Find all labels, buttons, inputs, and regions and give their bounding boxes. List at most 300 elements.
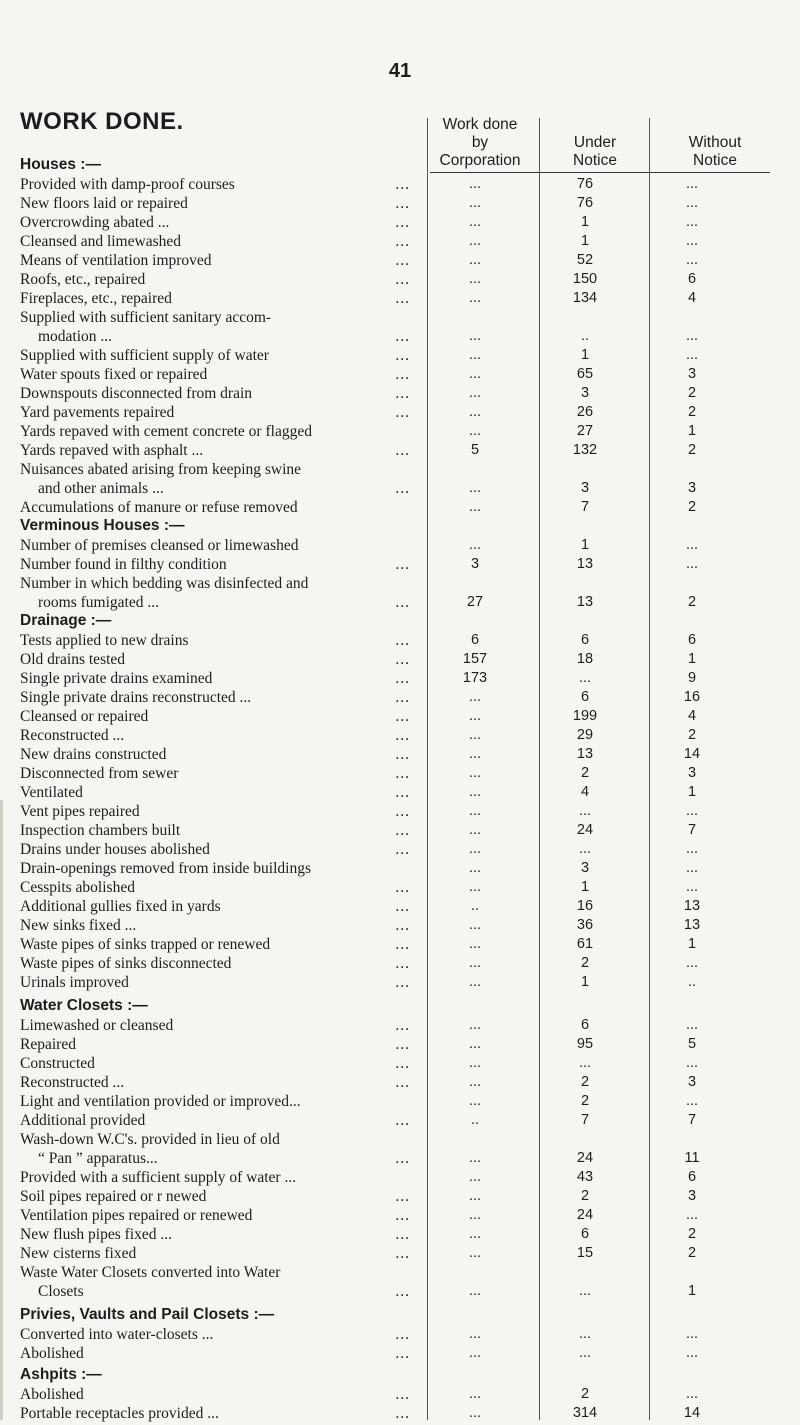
leader-dots: ...: [395, 841, 410, 858]
table-row: [20, 1073, 697, 1092]
value-corporation: ...: [468, 746, 482, 762]
row-label: Single private drains reconstructed ...: [20, 689, 252, 706]
value-corporation: ...: [468, 1283, 482, 1299]
value-corporation: ...: [468, 252, 482, 268]
value-without-notice: 7: [687, 1112, 697, 1128]
value-corporation: ...: [468, 537, 482, 553]
table-row: [20, 916, 701, 935]
value-corporation: 3: [470, 556, 480, 572]
value-corporation: ...: [468, 195, 482, 211]
row-label: Waste pipes of sinks disconnected: [20, 955, 232, 972]
value-without-notice: ...: [685, 803, 699, 819]
value-corporation: ...: [468, 1326, 482, 1342]
table-row: [20, 403, 697, 422]
value-without-notice: 7: [687, 822, 697, 838]
value-without-notice: ...: [685, 195, 699, 211]
value-corporation: ...: [468, 955, 482, 971]
value-under-notice: 76: [576, 195, 594, 211]
row-label: Constructed: [20, 1055, 95, 1072]
table-row: [20, 384, 697, 403]
row-label: Drain-openings removed from inside buildings: [20, 860, 312, 877]
row-label: Waste Water Closets converted into Water: [20, 1264, 281, 1281]
value-under-notice: 199: [572, 708, 598, 724]
row-label: Water spouts fixed or repaired: [20, 366, 208, 383]
value-without-notice: 2: [687, 499, 697, 515]
table-row: [20, 365, 697, 384]
row-label: Roofs, etc., repaired: [20, 271, 146, 288]
value-without-notice: ...: [685, 1093, 699, 1109]
table-row: [20, 232, 699, 251]
table-row: [20, 897, 701, 916]
leader-dots: ...: [395, 1245, 410, 1262]
table-row: [20, 764, 697, 783]
value-under-notice: 4: [580, 784, 590, 800]
value-under-notice: 95: [576, 1036, 594, 1052]
value-corporation: ...: [468, 1345, 482, 1361]
table-row: [20, 840, 699, 859]
row-label: Cleansed and limewashed: [20, 233, 181, 250]
value-without-notice: 13: [683, 917, 701, 933]
leader-dots: ...: [395, 1150, 410, 1167]
value-without-notice: ...: [685, 1326, 699, 1342]
value-without-notice: 2: [687, 594, 697, 610]
leader-dots: ...: [395, 670, 410, 687]
value-under-notice: 1: [580, 347, 590, 363]
value-under-notice: ...: [578, 803, 592, 819]
value-without-notice: 2: [687, 385, 697, 401]
header-rule: [430, 172, 770, 173]
row-label: Reconstructed ...: [20, 727, 125, 744]
row-label: Closets: [38, 1283, 84, 1300]
value-under-notice: 27: [576, 423, 594, 439]
table-row: [20, 175, 699, 194]
value-without-notice: 4: [687, 290, 697, 306]
value-without-notice: ...: [685, 860, 699, 876]
row-label: and other animals ...: [38, 480, 164, 497]
value-without-notice: 6: [687, 1169, 697, 1185]
value-corporation: ...: [468, 1017, 482, 1033]
value-without-notice: 11: [684, 1150, 700, 1166]
row-label: Reconstructed ...: [20, 1074, 125, 1091]
leader-dots: ...: [395, 1226, 410, 1243]
leader-dots: ...: [395, 252, 410, 269]
value-corporation: ...: [468, 1188, 482, 1204]
value-without-notice: 3: [687, 480, 697, 496]
value-under-notice: ...: [578, 1283, 592, 1299]
row-label: Portable receptacles provided ...: [20, 1405, 219, 1422]
row-label: Repaired: [20, 1036, 76, 1053]
table-row: [20, 1404, 701, 1423]
value-under-notice: 3: [580, 385, 590, 401]
row-label: Cesspits abolished: [20, 879, 135, 896]
value-corporation: ...: [468, 366, 482, 382]
table-row: [20, 954, 699, 973]
leader-dots: ...: [395, 347, 410, 364]
table-row: [20, 1282, 697, 1301]
table-row: [20, 441, 697, 460]
table-row: [20, 973, 697, 992]
value-under-notice: 13: [576, 746, 594, 762]
row-label: Soil pipes repaired or r newed: [20, 1188, 207, 1205]
value-under-notice: 1: [580, 974, 590, 990]
value-corporation: ...: [468, 1036, 482, 1052]
value-under-notice: 65: [576, 366, 594, 382]
value-corporation: ...: [468, 480, 482, 496]
table-row: [20, 859, 699, 878]
value-corporation: ...: [468, 1055, 482, 1071]
value-under-notice: 1: [580, 214, 590, 230]
leader-dots: ...: [395, 898, 410, 915]
table-row: [20, 1225, 697, 1244]
column-header-corporation: [420, 116, 540, 170]
section-heading: Drainage :—: [20, 612, 112, 629]
value-corporation: ...: [468, 974, 482, 990]
table-row: [20, 346, 699, 365]
leader-dots: ...: [395, 1345, 410, 1362]
leader-dots: ...: [395, 765, 410, 782]
value-under-notice: 52: [576, 252, 594, 268]
value-without-notice: 1: [687, 784, 697, 800]
value-under-notice: 6: [580, 1017, 590, 1033]
table-row: [20, 688, 701, 707]
row-label: Yards repaved with asphalt ...: [20, 442, 204, 459]
value-corporation: 5: [470, 442, 480, 458]
value-without-notice: ...: [685, 1017, 699, 1033]
value-corporation: ...: [468, 214, 482, 230]
value-without-notice: 6: [687, 632, 697, 648]
leader-dots: ...: [395, 233, 410, 250]
value-under-notice: 6: [580, 689, 590, 705]
value-corporation: ...: [468, 860, 482, 876]
table-row: [20, 422, 697, 441]
value-corporation: ...: [468, 727, 482, 743]
leader-dots: ...: [395, 1405, 410, 1422]
scan-edge: [0, 800, 3, 1420]
value-corporation: ...: [468, 328, 482, 344]
row-label: Tests applied to new drains: [20, 632, 189, 649]
leader-dots: ...: [395, 442, 410, 459]
table-row: [20, 631, 697, 650]
value-under-notice: 13: [576, 594, 594, 610]
leader-dots: ...: [395, 803, 410, 820]
value-under-notice: 2: [580, 955, 590, 971]
value-without-notice: ...: [685, 1055, 699, 1071]
leader-dots: ...: [395, 727, 410, 744]
table-row: [20, 1244, 697, 1263]
table-row: [20, 707, 697, 726]
table-row: [20, 536, 699, 555]
column-header-line: Corporation: [439, 152, 521, 169]
row-label: Wash-down W.C's. provided in lieu of old: [20, 1131, 280, 1148]
value-corporation: ...: [468, 708, 482, 724]
value-without-notice: 13: [683, 898, 701, 914]
value-under-notice: 6: [580, 1226, 590, 1242]
leader-dots: ...: [395, 195, 410, 212]
row-label: Yard pavements repaired: [20, 404, 175, 421]
value-without-notice: ...: [685, 233, 699, 249]
table-row: [20, 1385, 699, 1404]
value-corporation: ...: [468, 385, 482, 401]
value-under-notice: 76: [576, 176, 594, 192]
table-row: [20, 289, 697, 308]
leader-dots: ...: [395, 1188, 410, 1205]
leader-dots: ...: [395, 879, 410, 896]
value-under-notice: ...: [578, 1055, 592, 1071]
value-without-notice: 1: [687, 423, 697, 439]
table-row: [20, 1054, 699, 1073]
value-without-notice: 2: [687, 1226, 697, 1242]
value-corporation: ..: [470, 898, 480, 914]
row-label: Accumulations of manure or refuse removed: [20, 499, 298, 516]
value-under-notice: ...: [578, 1345, 592, 1361]
row-label: New flush pipes fixed ...: [20, 1226, 172, 1243]
value-without-notice: 16: [683, 689, 701, 705]
leader-dots: ...: [395, 290, 410, 307]
table-row: [20, 878, 699, 897]
value-without-notice: 2: [687, 1245, 697, 1261]
value-corporation: ...: [468, 347, 482, 363]
leader-dots: ...: [395, 632, 410, 649]
value-corporation: ...: [468, 1074, 482, 1090]
table-row: [20, 1344, 699, 1363]
row-label: Inspection chambers built: [20, 822, 181, 839]
row-label: Drains under houses abolished: [20, 841, 210, 858]
leader-dots: ...: [395, 917, 410, 934]
row-label: Nuisances abated arising from keeping swine: [20, 461, 302, 478]
row-label: Light and ventilation provided or improved...: [20, 1093, 301, 1110]
value-corporation: ...: [468, 803, 482, 819]
column-header-line: Without: [688, 134, 742, 151]
leader-dots: ...: [395, 1055, 410, 1072]
table-row: [20, 213, 699, 232]
table-row: [20, 1263, 685, 1282]
table-row: [20, 498, 697, 517]
value-without-notice: ...: [685, 1207, 699, 1223]
value-corporation: ...: [468, 1245, 482, 1261]
table-row: [20, 460, 685, 479]
row-label: Yards repaved with cement concrete or flagged: [20, 423, 312, 440]
value-corporation: 6: [470, 632, 480, 648]
value-without-notice: 3: [687, 1188, 697, 1204]
leader-dots: ...: [395, 328, 410, 345]
leader-dots: ...: [395, 366, 410, 383]
row-label: Urinals improved: [20, 974, 129, 991]
value-without-notice: ...: [685, 556, 699, 572]
table-row: [20, 1206, 699, 1225]
page-number: 41: [388, 60, 412, 82]
table-row: [20, 745, 701, 764]
value-under-notice: 7: [580, 1112, 590, 1128]
row-label: Old drains tested: [20, 651, 126, 668]
row-label: Fireplaces, etc., repaired: [20, 290, 172, 307]
leader-dots: ...: [395, 480, 410, 497]
row-label: “ Pan ” apparatus...: [38, 1150, 158, 1167]
value-without-notice: 3: [687, 1074, 697, 1090]
value-under-notice: 2: [580, 1093, 590, 1109]
value-under-notice: 7: [580, 499, 590, 515]
row-label: Abolished: [20, 1386, 84, 1403]
leader-dots: ...: [395, 746, 410, 763]
row-label: Provided with a sufficient supply of water ...: [20, 1169, 297, 1186]
value-without-notice: 4: [687, 708, 697, 724]
value-corporation: 27: [466, 594, 484, 610]
value-without-notice: 1: [687, 651, 697, 667]
row-label: Number in which bedding was disinfected and: [20, 575, 309, 592]
column-header-line: by: [471, 134, 489, 151]
value-corporation: ...: [468, 290, 482, 306]
value-under-notice: 3: [580, 480, 590, 496]
value-corporation: ...: [468, 879, 482, 895]
row-label: Waste pipes of sinks trapped or renewed: [20, 936, 271, 953]
value-corporation: ...: [468, 1405, 482, 1421]
value-under-notice: 24: [576, 1207, 594, 1223]
row-label: modation ...: [38, 328, 113, 345]
section-heading: Water Closets :—: [20, 997, 148, 1014]
row-label: New floors laid or repaired: [20, 195, 188, 212]
value-under-notice: 3: [580, 860, 590, 876]
value-corporation: ...: [468, 1150, 482, 1166]
row-label: Cleansed or repaired: [20, 708, 149, 725]
leader-dots: ...: [395, 385, 410, 402]
value-under-notice: 13: [576, 556, 594, 572]
table-row: [20, 1130, 685, 1149]
table-row: [20, 1016, 699, 1035]
row-label: Overcrowding abated ...: [20, 214, 170, 231]
table-row: [20, 669, 697, 688]
row-label: Limewashed or cleansed: [20, 1017, 174, 1034]
leader-dots: ...: [395, 1326, 410, 1343]
value-without-notice: 14: [683, 746, 701, 762]
value-under-notice: 2: [580, 765, 590, 781]
value-corporation: ...: [468, 917, 482, 933]
column-header-line: Notice: [573, 152, 617, 169]
table-row: [20, 1168, 697, 1187]
table-row: [20, 479, 697, 498]
value-corporation: ...: [468, 1093, 482, 1109]
table-row: [20, 327, 699, 346]
value-under-notice: ...: [578, 670, 592, 686]
value-without-notice: ...: [685, 328, 699, 344]
value-corporation: ...: [468, 936, 482, 952]
value-corporation: ...: [468, 784, 482, 800]
section-heading: Verminous Houses :—: [20, 517, 185, 534]
value-under-notice: ...: [578, 841, 592, 857]
value-corporation: ...: [468, 1226, 482, 1242]
value-corporation: ...: [468, 499, 482, 515]
value-without-notice: 5: [687, 1036, 697, 1052]
row-label: rooms fumigated ...: [38, 594, 159, 611]
row-label: Number found in filthy condition: [20, 556, 227, 573]
value-without-notice: 2: [687, 727, 697, 743]
table-row: [20, 935, 697, 954]
row-label: Number of premises cleansed or limewashed: [20, 537, 299, 554]
row-label: Supplied with sufficient supply of water: [20, 347, 269, 364]
table-row: [20, 555, 699, 574]
value-corporation: ...: [468, 271, 482, 287]
column-header-line: Work done: [442, 116, 518, 133]
leader-dots: ...: [395, 784, 410, 801]
value-without-notice: 3: [687, 765, 697, 781]
column-header-line: Notice: [693, 152, 737, 169]
table-row: [20, 650, 697, 669]
value-without-notice: 9: [687, 670, 697, 686]
value-under-notice: 24: [576, 822, 594, 838]
column-header-without-notice: [655, 134, 775, 170]
row-label: Ventilated: [20, 784, 83, 801]
row-label: Converted into water-closets ...: [20, 1326, 214, 1343]
value-under-notice: 26: [576, 404, 594, 420]
row-label: Supplied with sufficient sanitary accom-: [20, 309, 272, 326]
leader-dots: ...: [395, 1283, 410, 1300]
value-under-notice: 61: [576, 936, 594, 952]
table-row: [20, 821, 697, 840]
value-under-notice: 2: [580, 1386, 590, 1402]
column-header-line: Under: [573, 134, 617, 151]
value-under-notice: 36: [576, 917, 594, 933]
value-corporation: ...: [468, 765, 482, 781]
value-under-notice: ..: [580, 328, 590, 344]
value-without-notice: 6: [687, 271, 697, 287]
value-corporation: 173: [462, 670, 488, 686]
value-under-notice: 134: [572, 290, 598, 306]
row-label: New drains constructed: [20, 746, 167, 763]
value-without-notice: 14: [683, 1405, 701, 1421]
row-label: Abolished: [20, 1345, 84, 1362]
leader-dots: ...: [395, 955, 410, 972]
table-row: [20, 593, 697, 612]
leader-dots: ...: [395, 594, 410, 611]
value-corporation: ...: [468, 233, 482, 249]
value-without-notice: 1: [687, 936, 697, 952]
table-row: [20, 726, 697, 745]
value-without-notice: 2: [687, 442, 697, 458]
table-row: [20, 1187, 697, 1206]
value-without-notice: ...: [685, 347, 699, 363]
row-label: New cisterns fixed: [20, 1245, 137, 1262]
value-corporation: ...: [468, 176, 482, 192]
value-under-notice: 15: [576, 1245, 594, 1261]
leader-dots: ...: [395, 651, 410, 668]
leader-dots: ...: [395, 556, 410, 573]
value-under-notice: 16: [576, 898, 594, 914]
section-heading: Ashpits :—: [20, 1366, 102, 1383]
table-row: [20, 251, 699, 270]
row-label: Provided with damp-proof courses: [20, 176, 235, 193]
value-under-notice: 6: [580, 632, 590, 648]
value-under-notice: 150: [572, 271, 598, 287]
leader-dots: ...: [395, 822, 410, 839]
leader-dots: ...: [395, 214, 410, 231]
value-without-notice: ...: [685, 252, 699, 268]
table-row: [20, 574, 685, 593]
value-without-notice: 1: [687, 1283, 697, 1299]
row-label: Ventilation pipes repaired or renewed: [20, 1207, 253, 1224]
column-header-notice: [545, 134, 645, 170]
value-corporation: ...: [468, 423, 482, 439]
table-row: [20, 194, 699, 213]
table-row: [20, 1149, 700, 1168]
page-title: WORK DONE.: [20, 108, 184, 135]
row-label: Means of ventilation improved: [20, 252, 212, 269]
table-row: [20, 1092, 699, 1111]
row-label: Additional provided: [20, 1112, 146, 1129]
value-without-notice: ...: [685, 176, 699, 192]
leader-dots: ...: [395, 1074, 410, 1091]
leader-dots: ...: [395, 1036, 410, 1053]
leader-dots: ...: [395, 1112, 410, 1129]
value-under-notice: 43: [576, 1169, 594, 1185]
table-row: [20, 1035, 697, 1054]
